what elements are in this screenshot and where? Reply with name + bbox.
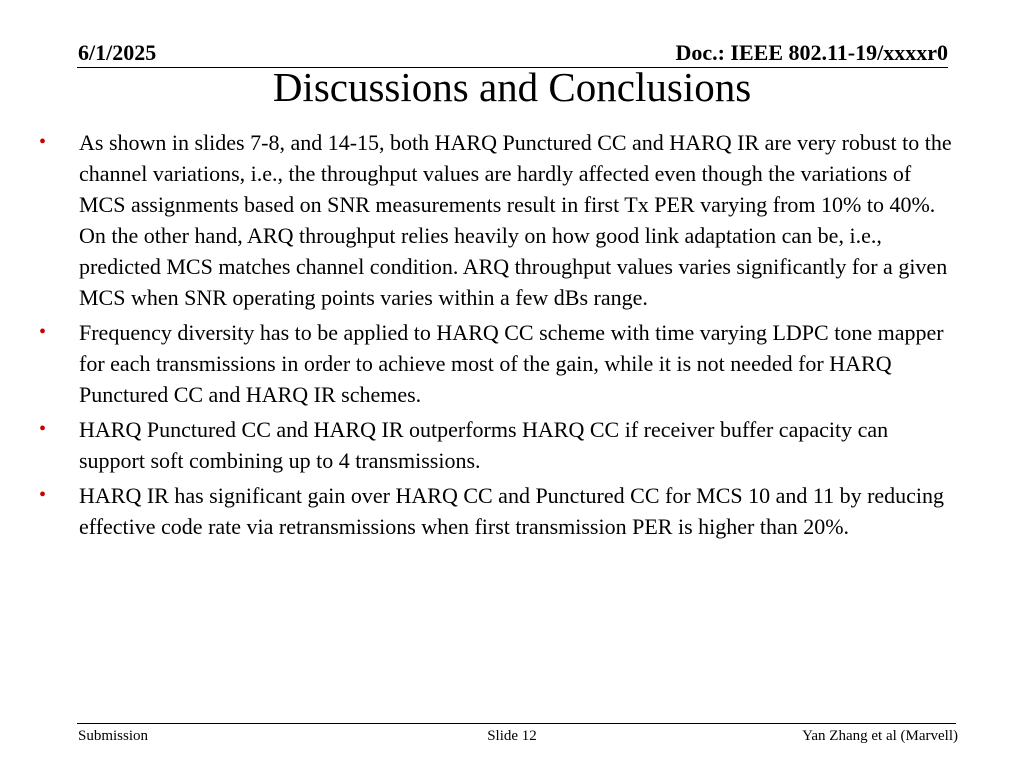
footer-author: Yan Zhang et al (Marvell)	[802, 728, 958, 744]
bullet-item	[39, 127, 954, 313]
bullet-item	[39, 414, 954, 476]
header-doc-id: Doc.: IEEE 802.11-19/xxxxr0	[675, 40, 948, 65]
bullet-text: HARQ IR has significant gain over HARQ CC and Punctured CC for MCS 10 and 11 by reducing effective code rate via retransmissions when first transmission PER is higher than 20%.	[79, 483, 945, 539]
bullet-icon: •	[39, 321, 47, 343]
bullet-text: HARQ Punctured CC and HARQ IR outperforms HARQ CC if receiver buffer capacity can support soft combining up to 4 transmissions.	[79, 417, 889, 473]
bullet-item	[39, 480, 954, 542]
bullet-icon: •	[39, 418, 47, 440]
header-date: 6/1/2025	[78, 40, 157, 65]
bullet-item	[39, 317, 954, 410]
slide-title: Discussions and Conclusions	[272, 64, 752, 110]
bullet-icon: •	[39, 131, 47, 153]
bullet-text: As shown in slides 7-8, and 14-15, both HARQ Punctured CC and HARQ IR are very robust to the channel variations, i.e., the throughput values are hardly affected even though the variations of MCS assignments based on SNR measurements result in first Tx PER varying from 10% to 40%. On the other hand, ARQ throughput relies heavily on how good link adaptation can be, i.e., predicted MCS matches channel condition. ARQ throughput values varies significantly for a given MCS when SNR operating points varies within a few dBs range.	[79, 130, 952, 310]
footer-submission: Submission	[78, 728, 149, 744]
bullet-list	[39, 127, 954, 546]
footer-divider	[77, 723, 956, 724]
bullet-icon: •	[39, 484, 47, 506]
footer-slide-number: Slide 12	[487, 728, 537, 744]
bullet-text: Frequency diversity has to be applied to HARQ CC scheme with time varying LDPC tone mapper for each transmissions in order to achieve most of the gain, while it is not needed for HARQ Punctured CC and HARQ IR schemes.	[79, 320, 944, 407]
